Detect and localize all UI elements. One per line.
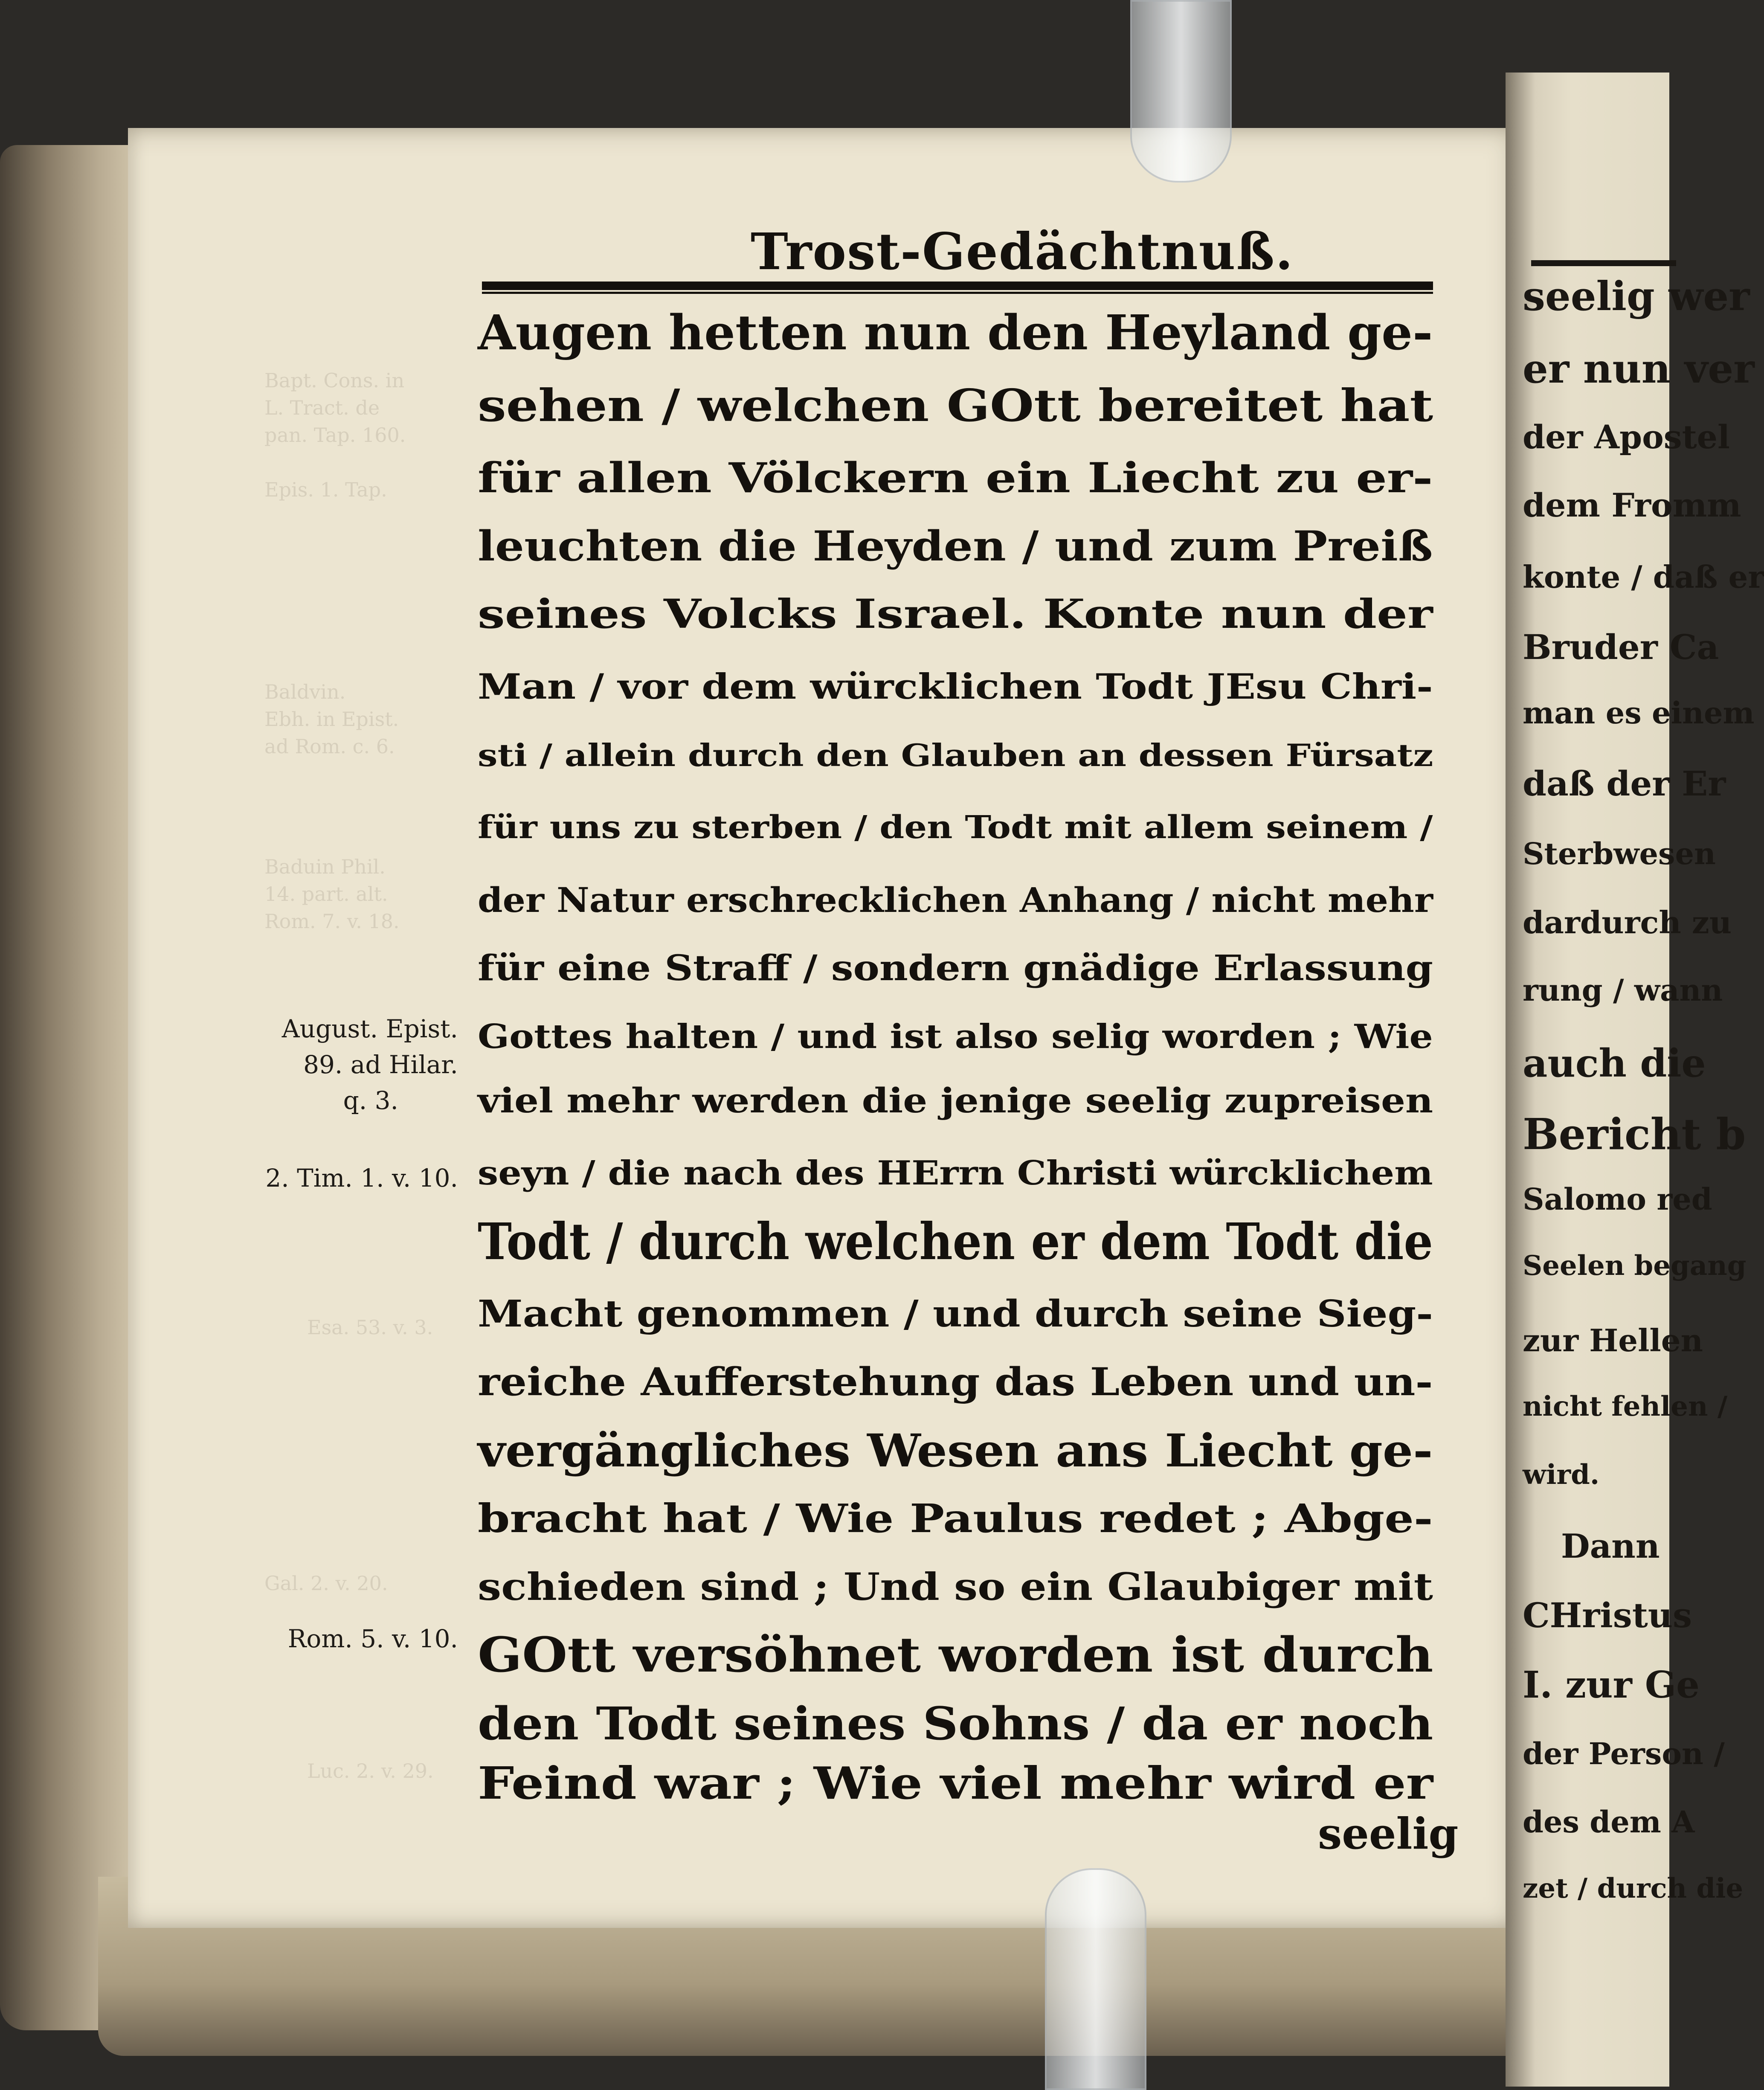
facing-text-line: Bericht b	[1523, 1109, 1746, 1159]
facing-text-line: Sterbwesen	[1523, 836, 1716, 871]
page-clip-bottom	[1045, 1868, 1146, 2090]
text-line: sehen / welchen GOtt bereitet hat	[478, 379, 1433, 432]
text-line: Todt / durch welchen er dem Todt die	[478, 1211, 1433, 1271]
book-spine-edge	[0, 145, 141, 2030]
text-line: bracht hat / Wie Paulus redet ; Abge-	[478, 1495, 1433, 1541]
catchword: seelig	[1318, 1808, 1459, 1859]
facing-text-line: dardurch zu	[1523, 904, 1732, 940]
text-line: vergängliches Wesen ans Liecht ge-	[478, 1423, 1433, 1477]
text-line: Augen hetten nun den Heyland ge-	[478, 305, 1433, 361]
facing-text-line: er nun ver	[1523, 345, 1755, 392]
facing-text-line: daß der Er	[1523, 763, 1726, 804]
facing-header-rule	[1531, 260, 1676, 266]
bleed-through-text: Gal. 2. v. 20.	[264, 1572, 388, 1595]
facing-text-line: Salomo red	[1523, 1181, 1712, 1217]
text-line: sti / allein durch den Glauben an dessen Fürsatz	[478, 737, 1433, 773]
text-line: den Todt seines Sohns / da er noch	[478, 1696, 1433, 1750]
facing-text-line: Dann	[1561, 1527, 1660, 1566]
text-line: Feind war ; Wie viel mehr wird er	[478, 1756, 1433, 1809]
text-line: Macht genommen / und durch seine Sieg-	[478, 1292, 1433, 1335]
text-line: Gottes halten / und ist also selig worden ; Wie	[478, 1017, 1433, 1056]
facing-text-line: nicht fehlen /	[1523, 1390, 1728, 1422]
facing-text-line: der Person /	[1523, 1736, 1725, 1771]
margin-note: Rom. 5. v. 10.	[287, 1624, 458, 1653]
text-line: für uns zu sterben / den Todt mit allem seinem /	[478, 809, 1433, 846]
bleed-through-text: Baduin Phil. 14. part. alt. Rom. 7. v. 18.	[264, 855, 400, 933]
text-line: schieden sind ; Und so ein Glaubiger mit	[478, 1565, 1433, 1609]
page-clip-top	[1130, 0, 1232, 183]
facing-text-line: dem Fromm	[1523, 486, 1741, 524]
facing-text-line: CHristus	[1523, 1595, 1692, 1635]
header-rule	[482, 282, 1433, 290]
facing-text-line: zur Hellen	[1523, 1322, 1703, 1358]
text-line: viel mehr werden die jenige seelig zupreisen	[478, 1080, 1433, 1120]
text-line: für allen Völckern ein Liecht zu er-	[478, 453, 1433, 502]
margin-note: August. Epist. 89. ad Hilar. q. 3.	[281, 1014, 458, 1115]
text-line: Man / vor dem würcklichen Todt JEsu Chri-	[478, 666, 1433, 707]
margin-note: 2. Tim. 1. v. 10.	[265, 1164, 458, 1193]
facing-text-line: Bruder Ca	[1523, 627, 1719, 667]
text-line: reiche Aufferstehung das Leben und un-	[478, 1359, 1433, 1405]
text-line: leuchten die Heyden / und zum Preiß	[478, 522, 1433, 570]
facing-text-line: wird.	[1523, 1459, 1600, 1491]
header-rule	[482, 292, 1433, 294]
bleed-through-text: Esa. 53. v. 3.	[307, 1316, 433, 1339]
facing-page	[1506, 73, 1764, 2087]
facing-text-line: man es einem	[1523, 695, 1755, 731]
facing-text-line: des dem A	[1523, 1804, 1695, 1840]
bleed-through-text: Baldvin. Ebh. in Epist. ad Rom. c. 6.	[264, 680, 399, 758]
facing-text-line: I. zur Ge	[1523, 1663, 1700, 1707]
running-title: Trost-Gedächtnuß.	[751, 222, 1294, 281]
facing-text-line: konte / daß er	[1523, 559, 1764, 595]
facing-text-line: rung / wann	[1523, 972, 1723, 1008]
bleed-through-text: Luc. 2. v. 29.	[307, 1759, 434, 1782]
facing-text-line: zet / durch die	[1523, 1872, 1744, 1904]
text-line: der Natur erschrecklichen Anhang / nicht mehr	[478, 880, 1433, 920]
text-line: seyn / die nach des HErrn Christi würcklichem	[478, 1153, 1433, 1193]
facing-text-line: der Apostel	[1523, 418, 1730, 456]
facing-text-line: auch die	[1523, 1041, 1706, 1086]
bleed-through-text: Bapt. Cons. in L. Tract. de pan. Tap. 160. Epis. 1. Tap.	[264, 369, 406, 501]
text-line: für eine Straff / sondern gnädige Erlassung	[478, 948, 1433, 989]
facing-text-line: seelig wer	[1523, 273, 1750, 320]
facing-text-line: Seelen begang	[1523, 1250, 1747, 1282]
text-line: GOtt versöhnet worden ist durch	[478, 1627, 1433, 1683]
text-line: seines Volcks Israel. Konte nun der	[478, 591, 1433, 638]
